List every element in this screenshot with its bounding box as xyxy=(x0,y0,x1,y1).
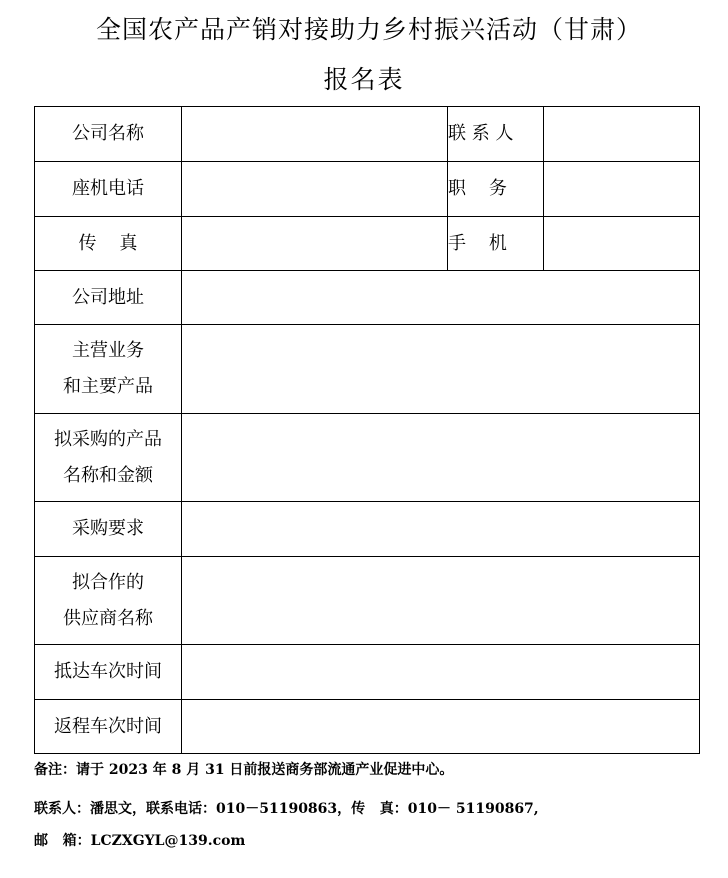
table-row xyxy=(35,557,700,645)
purchase-requirements-field[interactable] xyxy=(182,502,700,557)
address-field[interactable] xyxy=(182,271,700,325)
contact-person-label: 联 系 人 xyxy=(448,107,544,162)
arrival-train-label: 抵达车次时间 xyxy=(35,645,182,700)
main-business-label-line2: 和主要产品 xyxy=(63,376,153,397)
main-business-label-line1: 主营业务 xyxy=(72,340,144,361)
mobile-label: 手 机 xyxy=(448,217,544,271)
document-title: 全国农产品产销对接助力乡村振兴活动（甘肃） xyxy=(96,15,643,44)
landline-field[interactable] xyxy=(182,162,448,217)
purchase-products-label-line2: 名称和金额 xyxy=(63,464,153,486)
table-row xyxy=(35,162,700,217)
supplier-label xyxy=(35,557,182,645)
table-row xyxy=(35,502,700,557)
position-field[interactable] xyxy=(544,162,700,217)
fax-label: 传 真 xyxy=(35,217,182,271)
table-row xyxy=(35,645,700,700)
registration-form-table xyxy=(34,106,700,754)
table-row xyxy=(35,700,700,754)
purchase-products-field[interactable] xyxy=(182,414,700,502)
purchase-products-label-line1: 拟采购的产品 xyxy=(54,428,162,450)
main-business-label xyxy=(35,325,182,414)
address-label: 公司地址 xyxy=(35,271,182,325)
footer-contact: 联系人：潘思文，联系电话：010－51190863，传 真：010－ 51190867, xyxy=(34,801,539,817)
return-train-label: 返程车次时间 xyxy=(35,700,182,754)
arrival-train-field[interactable] xyxy=(182,645,700,700)
table-row xyxy=(35,414,700,502)
purchase-requirements-label: 采购要求 xyxy=(35,502,182,557)
supplier-field[interactable] xyxy=(182,557,700,645)
position-label: 职 务 xyxy=(448,162,544,217)
supplier-label-line1: 拟合作的 xyxy=(72,571,144,593)
company-name-field[interactable] xyxy=(182,107,448,162)
supplier-label-line2: 供应商名称 xyxy=(63,607,153,629)
return-train-field[interactable] xyxy=(182,700,700,754)
footer-note: 备注：请于 2023 年 8 月 31 日前报送商务部流通产业促进中心。 xyxy=(34,762,454,778)
contact-person-field[interactable] xyxy=(544,107,700,162)
table-row xyxy=(35,271,700,325)
landline-label: 座机电话 xyxy=(35,162,182,217)
purchase-products-label xyxy=(35,414,182,502)
table-row xyxy=(35,107,700,162)
mobile-field[interactable] xyxy=(544,217,700,271)
table-row xyxy=(35,325,700,414)
fax-field[interactable] xyxy=(182,217,448,271)
footer-email: 邮 箱：LCZXGYL@139.com xyxy=(34,833,246,849)
table-row xyxy=(35,217,700,271)
company-name-label: 公司名称 xyxy=(35,107,182,162)
main-business-field[interactable] xyxy=(182,325,700,414)
document-subtitle: 报名表 xyxy=(323,65,405,94)
